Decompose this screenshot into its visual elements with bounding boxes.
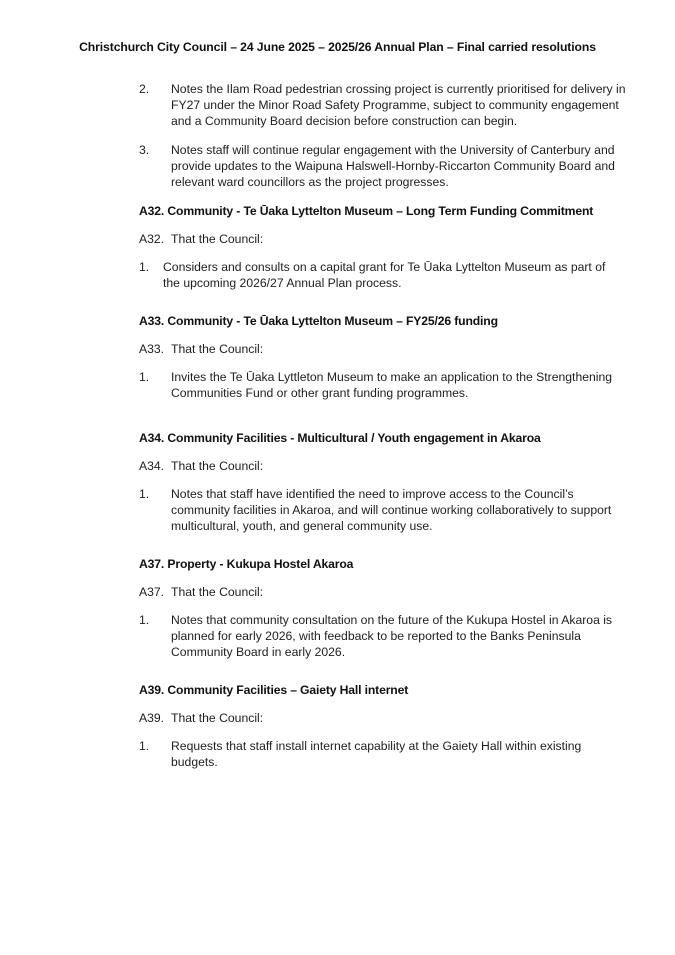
intro-text: That the Council: xyxy=(171,459,264,473)
section-heading-a32: A32. Community - Te Ūaka Lyttelton Museum – Long Term Funding Commitment xyxy=(139,204,594,218)
intro-text: That the Council: xyxy=(171,232,264,246)
item-text: Notes that community consultation on the future of the Kukupa Hostel in Akaroa is planned for early 2026, with feedback to be reported to the Banks Peninsula Community Board in early 2026. xyxy=(171,613,613,659)
section-item-a33-1 xyxy=(139,370,631,402)
item-text: Notes staff will continue regular engagement with the University of Canterbury and provide updates to the Waipuna Halswell-Hornby-Riccarton Community Board and relevant ward councillors as the project progresses. xyxy=(171,143,615,189)
intro-text: That the Council: xyxy=(171,342,264,356)
item-text xyxy=(163,260,631,292)
section-intro-a32 xyxy=(139,232,631,248)
item-text: Notes the Ilam Road pedestrian crossing project is currently prioritised for delivery in FY27 under the Minor Road Safety Programme, subject to community engagement and a Community Board decision before construction can begin. xyxy=(171,82,626,128)
page-header: Christchurch City Council – 24 June 2025 – 2025/26 Annual Plan – Final carried resolutions xyxy=(79,40,596,54)
item-number: 3. xyxy=(139,143,150,157)
intro-text: That the Council: xyxy=(171,711,264,725)
item-number: 1. xyxy=(139,370,150,384)
resolution-ref: A39. xyxy=(139,711,165,725)
continued-item-2 xyxy=(139,82,631,129)
section-intro-a33 xyxy=(139,342,631,358)
item-number: 1. xyxy=(139,739,150,753)
intro-text: That the Council: xyxy=(171,585,264,599)
section-item-a32-1 xyxy=(139,260,631,292)
resolution-ref: A33. xyxy=(139,342,165,356)
item-number: 1. xyxy=(139,260,150,274)
section-intro-a39 xyxy=(139,711,631,727)
section-item-a34-1 xyxy=(139,487,631,534)
resolution-ref: A37. xyxy=(139,585,165,599)
section-intro-a37 xyxy=(139,585,631,601)
item-text: Requests that staff install internet capability at the Gaiety Hall within existing budgets. xyxy=(171,739,582,769)
section-heading-a34: A34. Community Facilities - Multicultural / Youth engagement in Akaroa xyxy=(139,431,541,445)
section-item-a39-1 xyxy=(139,739,631,771)
item-number: 1. xyxy=(139,613,150,627)
item-text-body: Considers and consults on a capital grant for Te Ūaka Lyttelton Museum as part of the upcoming 2026/27 Annual Plan process. xyxy=(163,260,606,290)
item-number: 1. xyxy=(139,487,150,501)
resolution-ref: A34. xyxy=(139,459,165,473)
section-item-a37-1 xyxy=(139,613,631,660)
item-text: Notes that staff have identified the need to improve access to the Council’s community facilities in Akaroa, and will continue working collaboratively to support multicultural, youth, and general community use. xyxy=(171,487,612,533)
section-heading-a33: A33. Community - Te Ūaka Lyttelton Museum – FY25/26 funding xyxy=(139,314,498,328)
resolution-ref: A32. xyxy=(139,232,165,246)
section-intro-a34 xyxy=(139,459,631,475)
section-heading-a39: A39. Community Facilities – Gaiety Hall internet xyxy=(139,683,409,697)
item-number: 2. xyxy=(139,82,150,96)
section-heading-a37: A37. Property - Kukupa Hostel Akaroa xyxy=(139,557,354,571)
item-text: Invites the Te Ūaka Lyttleton Museum to make an application to the Strengthening Communities Fund or other grant funding programmes. xyxy=(171,370,613,400)
continued-item-3 xyxy=(139,143,631,190)
